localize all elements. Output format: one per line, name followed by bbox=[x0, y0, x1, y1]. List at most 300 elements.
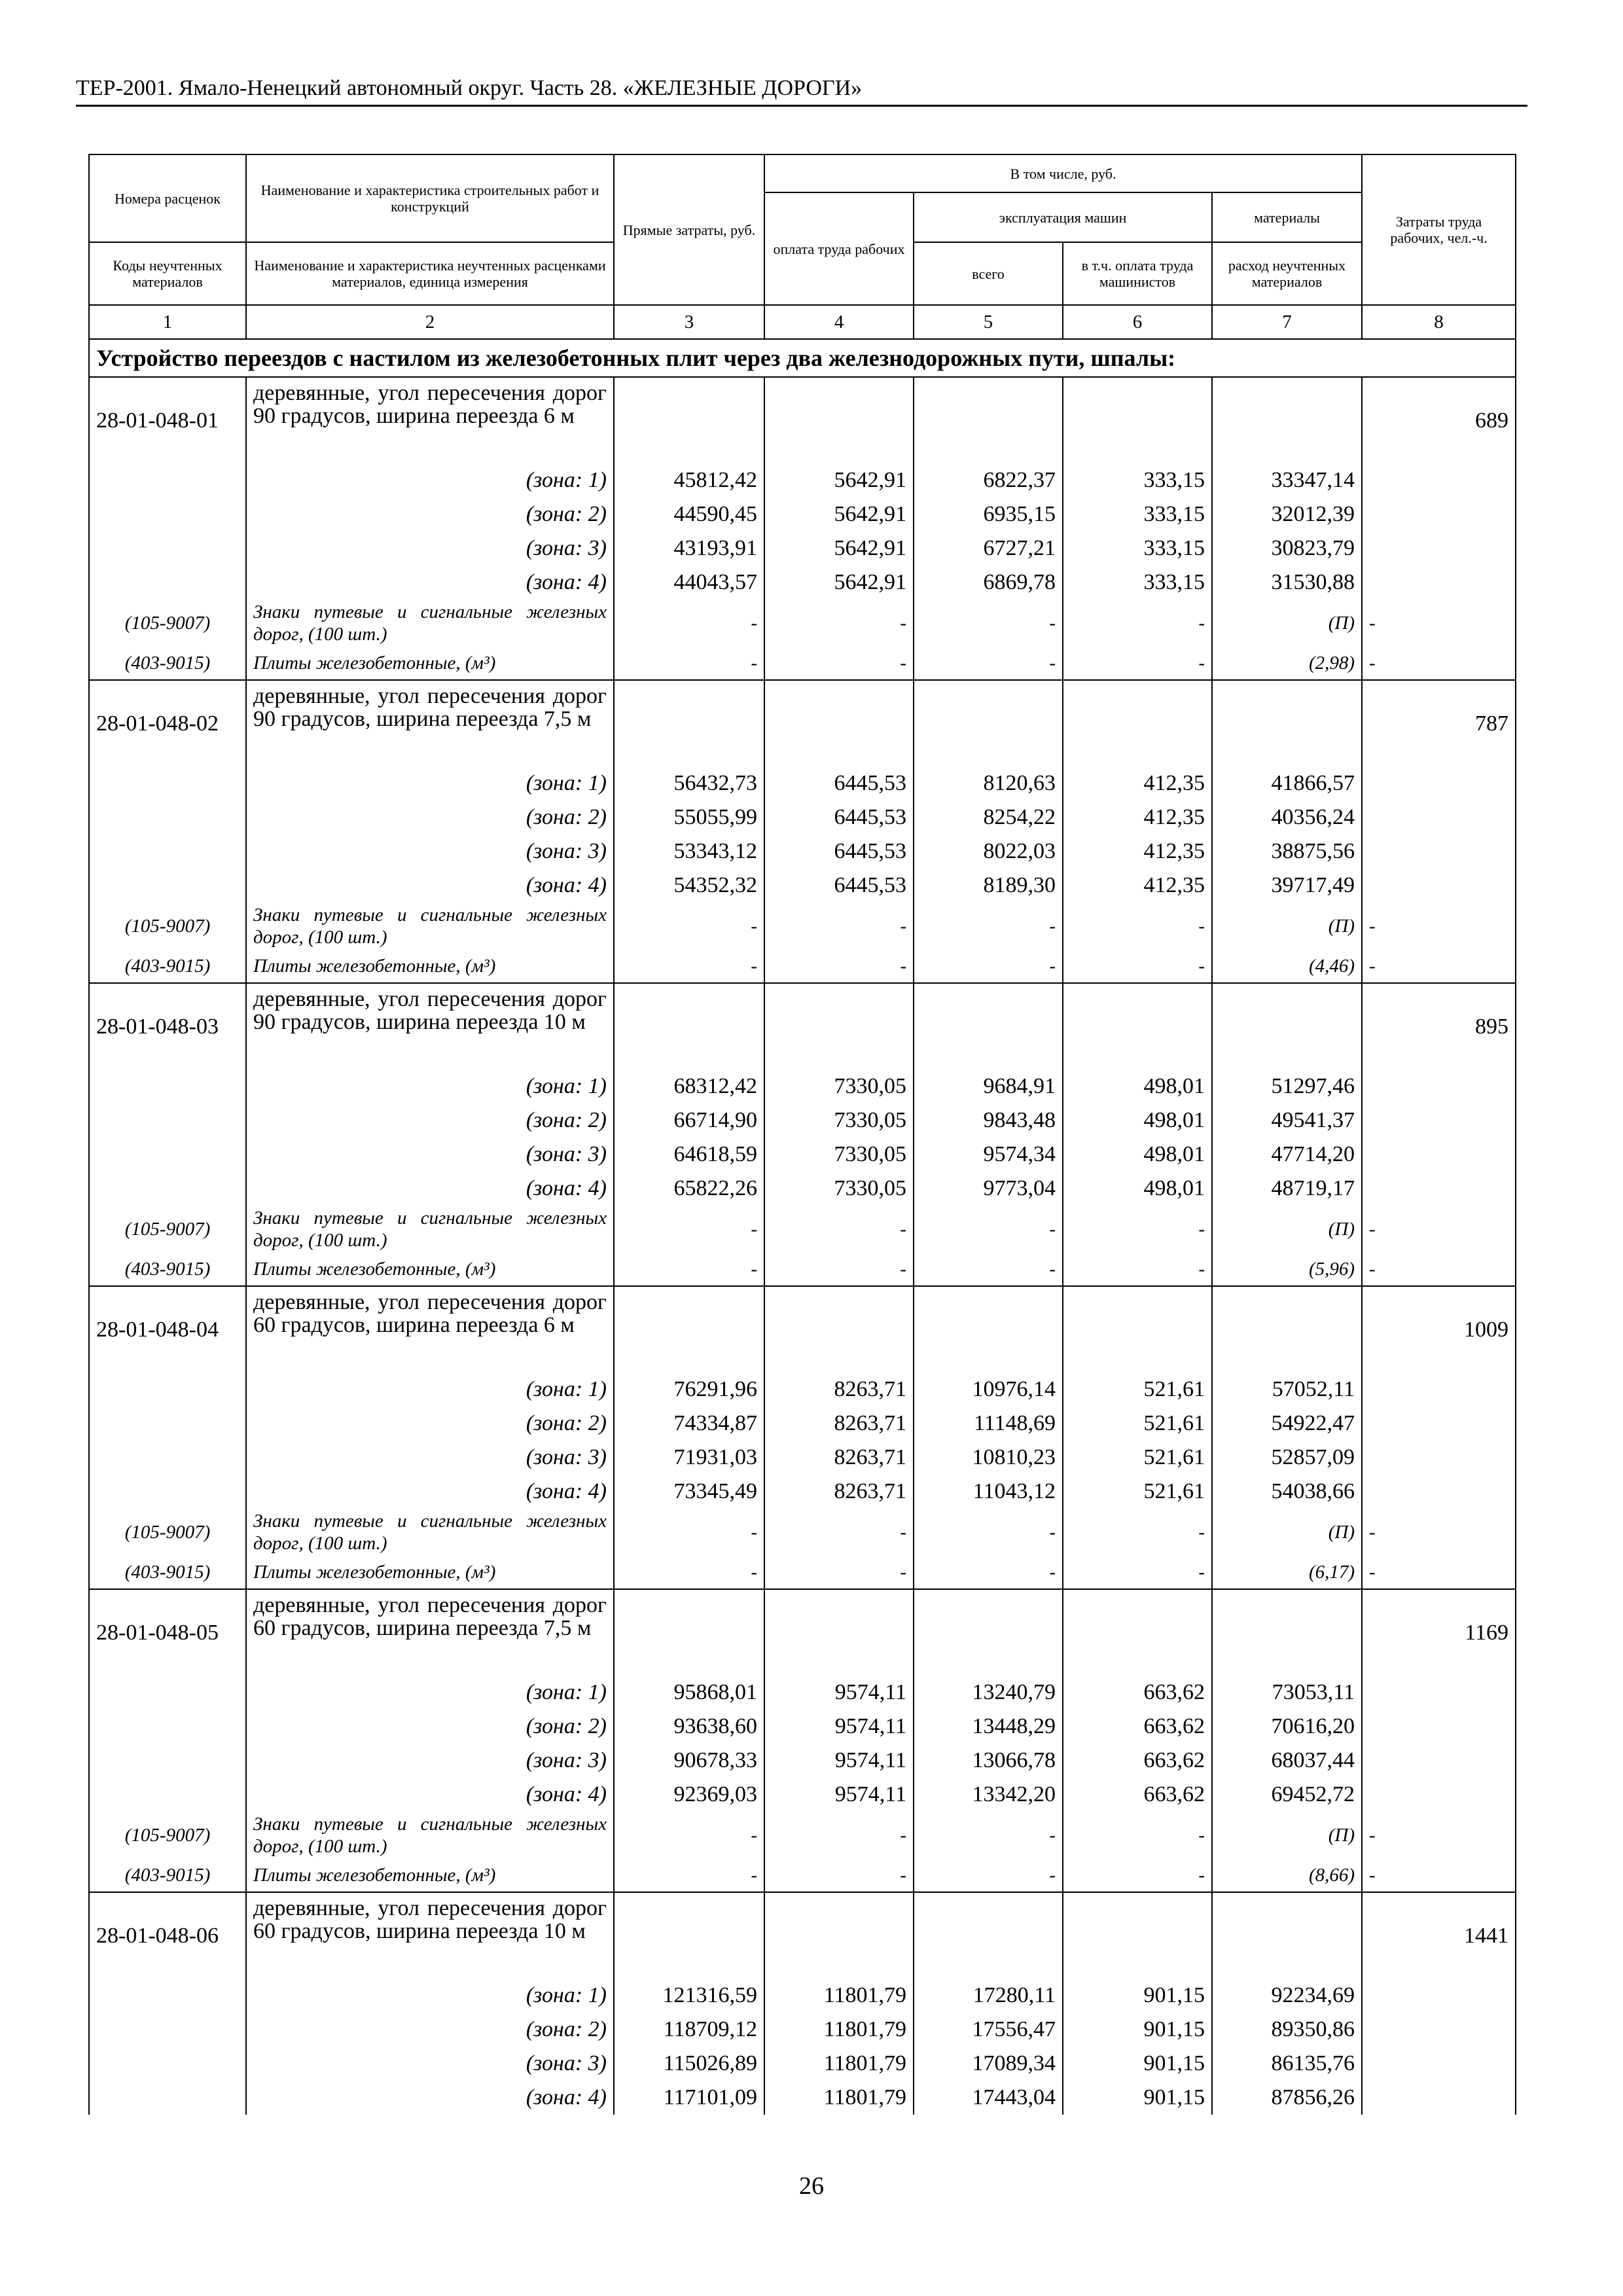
zone-label: (зона: 2) bbox=[246, 1710, 614, 1744]
wages-value: 11801,79 bbox=[764, 2013, 914, 2047]
work-description: деревянные, угол пересечения дорог 90 градусов, ширина переезда 7,5 м bbox=[246, 680, 614, 766]
direct-costs-value: 44590,45 bbox=[614, 497, 764, 531]
materials-value: 69452,72 bbox=[1212, 1778, 1362, 1812]
wages-value: 7330,05 bbox=[764, 1172, 914, 1206]
machinist-wages-value: 412,35 bbox=[1063, 800, 1212, 834]
zone-label: (зона: 4) bbox=[246, 2081, 614, 2115]
material-name: Плиты железобетонные, (м³) bbox=[246, 647, 614, 680]
zone-row bbox=[89, 1778, 1516, 1812]
empty-cell bbox=[1362, 1979, 1516, 2013]
material-name: Знаки путевые и сигнальные железных дорог, (100 шт.) bbox=[246, 903, 614, 950]
dash-cell: - bbox=[1063, 647, 1212, 680]
empty-cell bbox=[1362, 1744, 1516, 1778]
empty-cell bbox=[1063, 1286, 1212, 1372]
empty-cell bbox=[89, 565, 246, 600]
machinist-wages-value: 333,15 bbox=[1063, 565, 1212, 600]
head-machinist-wages: в т.ч. оплата труда машинистов bbox=[1063, 242, 1212, 305]
zone-row bbox=[89, 1710, 1516, 1744]
machinist-wages-value: 901,15 bbox=[1063, 2081, 1212, 2115]
entry-header-row bbox=[89, 377, 1516, 463]
zone-label: (зона: 3) bbox=[246, 1138, 614, 1172]
empty-cell bbox=[89, 800, 246, 834]
dash-cell: - bbox=[1063, 1859, 1212, 1892]
dash-cell: - bbox=[1362, 1509, 1516, 1556]
direct-costs-value: 93638,60 bbox=[614, 1710, 764, 1744]
material-quantity: (П) bbox=[1212, 1812, 1362, 1859]
machines-total-value: 10976,14 bbox=[914, 1372, 1063, 1407]
machines-total-value: 8022,03 bbox=[914, 834, 1063, 869]
empty-cell bbox=[1212, 1589, 1362, 1676]
machines-total-value: 9773,04 bbox=[914, 1172, 1063, 1206]
materials-value: 40356,24 bbox=[1212, 800, 1362, 834]
zone-label: (зона: 1) bbox=[246, 766, 614, 800]
labor-value: 1441 bbox=[1362, 1892, 1516, 1979]
dash-cell: - bbox=[914, 1859, 1063, 1892]
wages-value: 7330,05 bbox=[764, 1069, 914, 1103]
wages-value: 11801,79 bbox=[764, 2081, 914, 2115]
material-name: Плиты железобетонные, (м³) bbox=[246, 950, 614, 983]
machinist-wages-value: 498,01 bbox=[1063, 1069, 1212, 1103]
empty-cell bbox=[1362, 2013, 1516, 2047]
material-code: (105-9007) bbox=[89, 600, 246, 647]
dash-cell: - bbox=[914, 1812, 1063, 1859]
machines-total-value: 6727,21 bbox=[914, 531, 1063, 565]
dash-cell: - bbox=[1063, 1812, 1212, 1859]
head-rate-number: Номера расценок bbox=[89, 154, 246, 242]
zone-label: (зона: 4) bbox=[246, 869, 614, 903]
empty-cell bbox=[1362, 1710, 1516, 1744]
column-numbers-row bbox=[89, 305, 1516, 339]
materials-value: 33347,14 bbox=[1212, 463, 1362, 497]
empty-cell bbox=[1362, 1372, 1516, 1407]
column-number: 4 bbox=[764, 305, 914, 339]
entry-header-row bbox=[89, 1286, 1516, 1372]
materials-value: 48719,17 bbox=[1212, 1172, 1362, 1206]
materials-value: 73053,11 bbox=[1212, 1676, 1362, 1710]
empty-cell bbox=[1063, 680, 1212, 766]
rate-code: 28-01-048-03 bbox=[89, 983, 246, 1069]
materials-value: 86135,76 bbox=[1212, 2047, 1362, 2081]
zone-row bbox=[89, 1172, 1516, 1206]
material-row bbox=[89, 647, 1516, 680]
machinist-wages-value: 663,62 bbox=[1063, 1778, 1212, 1812]
materials-value: 70616,20 bbox=[1212, 1710, 1362, 1744]
zone-row bbox=[89, 1676, 1516, 1710]
machines-total-value: 6822,37 bbox=[914, 463, 1063, 497]
direct-costs-value: 66714,90 bbox=[614, 1103, 764, 1138]
dash-cell: - bbox=[764, 1206, 914, 1253]
empty-cell bbox=[914, 1286, 1063, 1372]
direct-costs-value: 74334,87 bbox=[614, 1407, 764, 1441]
dash-cell: - bbox=[764, 1812, 914, 1859]
empty-cell bbox=[89, 1407, 246, 1441]
zone-row bbox=[89, 766, 1516, 800]
empty-cell bbox=[1063, 1892, 1212, 1979]
dash-cell: - bbox=[1362, 1206, 1516, 1253]
wages-value: 5642,91 bbox=[764, 531, 914, 565]
machinist-wages-value: 521,61 bbox=[1063, 1441, 1212, 1475]
zone-label: (зона: 1) bbox=[246, 463, 614, 497]
material-code: (403-9015) bbox=[89, 647, 246, 680]
empty-cell bbox=[89, 1372, 246, 1407]
material-name: Знаки путевые и сигнальные железных дорог, (100 шт.) bbox=[246, 1509, 614, 1556]
rate-code: 28-01-048-01 bbox=[89, 377, 246, 463]
empty-cell bbox=[89, 1138, 246, 1172]
wages-value: 8263,71 bbox=[764, 1441, 914, 1475]
empty-cell bbox=[914, 983, 1063, 1069]
material-name: Плиты железобетонные, (м³) bbox=[246, 1556, 614, 1589]
material-quantity: (4,46) bbox=[1212, 950, 1362, 983]
material-name: Плиты железобетонные, (м³) bbox=[246, 1253, 614, 1286]
empty-cell bbox=[914, 1589, 1063, 1676]
material-quantity: (2,98) bbox=[1212, 647, 1362, 680]
empty-cell bbox=[1362, 1475, 1516, 1509]
material-code: (403-9015) bbox=[89, 1556, 246, 1589]
zone-label: (зона: 4) bbox=[246, 1172, 614, 1206]
column-number: 7 bbox=[1212, 305, 1362, 339]
empty-cell bbox=[89, 497, 246, 531]
empty-cell bbox=[614, 1589, 764, 1676]
machines-total-value: 17556,47 bbox=[914, 2013, 1063, 2047]
page-header: ТЕР-2001. Ямало-Ненецкий автономный округ. Часть 28. «ЖЕЛЕЗНЫЕ ДОРОГИ» bbox=[76, 73, 1527, 107]
empty-cell bbox=[1362, 800, 1516, 834]
material-row bbox=[89, 1556, 1516, 1589]
dash-cell: - bbox=[1063, 903, 1212, 950]
labor-value: 787 bbox=[1362, 680, 1516, 766]
empty-cell bbox=[1212, 1286, 1362, 1372]
empty-cell bbox=[89, 1744, 246, 1778]
material-code: (105-9007) bbox=[89, 1509, 246, 1556]
wages-value: 7330,05 bbox=[764, 1103, 914, 1138]
zone-row bbox=[89, 800, 1516, 834]
column-number: 3 bbox=[614, 305, 764, 339]
table-body bbox=[89, 305, 1516, 2115]
zone-label: (зона: 1) bbox=[246, 1676, 614, 1710]
empty-cell bbox=[764, 680, 914, 766]
zone-row bbox=[89, 1475, 1516, 1509]
machines-total-value: 17280,11 bbox=[914, 1979, 1063, 2013]
empty-cell bbox=[1362, 869, 1516, 903]
zone-label: (зона: 1) bbox=[246, 1979, 614, 2013]
empty-cell bbox=[89, 463, 246, 497]
head-work-name: Наименование и характеристика строительных работ и конструкций bbox=[246, 154, 614, 242]
material-row bbox=[89, 1812, 1516, 1859]
dash-cell: - bbox=[1362, 1859, 1516, 1892]
labor-value: 689 bbox=[1362, 377, 1516, 463]
materials-value: 89350,86 bbox=[1212, 2013, 1362, 2047]
zone-label: (зона: 4) bbox=[246, 565, 614, 600]
wages-value: 8263,71 bbox=[764, 1407, 914, 1441]
empty-cell bbox=[1063, 1589, 1212, 1676]
entry-header-row bbox=[89, 680, 1516, 766]
dash-cell: - bbox=[914, 647, 1063, 680]
dash-cell: - bbox=[1362, 903, 1516, 950]
direct-costs-value: 45812,42 bbox=[614, 463, 764, 497]
wages-value: 6445,53 bbox=[764, 766, 914, 800]
machinist-wages-value: 663,62 bbox=[1063, 1744, 1212, 1778]
empty-cell bbox=[1362, 1069, 1516, 1103]
machinist-wages-value: 521,61 bbox=[1063, 1407, 1212, 1441]
machinist-wages-value: 663,62 bbox=[1063, 1710, 1212, 1744]
empty-cell bbox=[89, 766, 246, 800]
direct-costs-value: 117101,09 bbox=[614, 2081, 764, 2115]
wages-value: 5642,91 bbox=[764, 497, 914, 531]
rate-code: 28-01-048-04 bbox=[89, 1286, 246, 1372]
empty-cell bbox=[1362, 565, 1516, 600]
zone-label: (зона: 2) bbox=[246, 2013, 614, 2047]
zone-row bbox=[89, 1744, 1516, 1778]
machinist-wages-value: 901,15 bbox=[1063, 1979, 1212, 2013]
zone-label: (зона: 1) bbox=[246, 1372, 614, 1407]
empty-cell bbox=[1362, 1676, 1516, 1710]
direct-costs-value: 68312,42 bbox=[614, 1069, 764, 1103]
zone-row bbox=[89, 1372, 1516, 1407]
material-quantity: (П) bbox=[1212, 600, 1362, 647]
empty-cell bbox=[1362, 1441, 1516, 1475]
empty-cell bbox=[614, 1286, 764, 1372]
empty-cell bbox=[614, 680, 764, 766]
zone-row bbox=[89, 1441, 1516, 1475]
page-number: 26 bbox=[799, 2172, 824, 2200]
head-labor-costs: Затраты труда рабочих, чел.-ч. bbox=[1362, 154, 1516, 305]
machines-total-value: 6935,15 bbox=[914, 497, 1063, 531]
materials-value: 68037,44 bbox=[1212, 1744, 1362, 1778]
zone-label: (зона: 3) bbox=[246, 1744, 614, 1778]
empty-cell bbox=[1362, 1778, 1516, 1812]
empty-cell bbox=[1362, 1103, 1516, 1138]
machinist-wages-value: 412,35 bbox=[1063, 869, 1212, 903]
empty-cell bbox=[89, 1441, 246, 1475]
dash-cell: - bbox=[914, 1556, 1063, 1589]
materials-value: 57052,11 bbox=[1212, 1372, 1362, 1407]
labor-value: 1009 bbox=[1362, 1286, 1516, 1372]
material-name: Знаки путевые и сигнальные железных дорог, (100 шт.) bbox=[246, 1206, 614, 1253]
dash-cell: - bbox=[1362, 647, 1516, 680]
entry-header-row bbox=[89, 1589, 1516, 1676]
empty-cell bbox=[914, 377, 1063, 463]
empty-cell bbox=[89, 1475, 246, 1509]
machinist-wages-value: 333,15 bbox=[1063, 463, 1212, 497]
section-title: Устройство переездов с настилом из железобетонных плит через два железнодорожных пути, шпалы: bbox=[89, 339, 1516, 377]
machines-total-value: 11148,69 bbox=[914, 1407, 1063, 1441]
dash-cell: - bbox=[764, 903, 914, 950]
column-number: 8 bbox=[1362, 305, 1516, 339]
machinist-wages-value: 333,15 bbox=[1063, 531, 1212, 565]
dash-cell: - bbox=[914, 1253, 1063, 1286]
zone-label: (зона: 3) bbox=[246, 834, 614, 869]
zone-row bbox=[89, 2081, 1516, 2115]
materials-value: 54038,66 bbox=[1212, 1475, 1362, 1509]
empty-cell bbox=[89, 1172, 246, 1206]
machinist-wages-value: 412,35 bbox=[1063, 766, 1212, 800]
dash-cell: - bbox=[764, 647, 914, 680]
zone-label: (зона: 4) bbox=[246, 1475, 614, 1509]
materials-value: 38875,56 bbox=[1212, 834, 1362, 869]
wages-value: 5642,91 bbox=[764, 463, 914, 497]
wages-value: 8263,71 bbox=[764, 1372, 914, 1407]
zone-row bbox=[89, 1407, 1516, 1441]
wages-value: 9574,11 bbox=[764, 1744, 914, 1778]
direct-costs-value: 44043,57 bbox=[614, 565, 764, 600]
empty-cell bbox=[1362, 463, 1516, 497]
section-title-row bbox=[89, 339, 1516, 377]
machines-total-value: 11043,12 bbox=[914, 1475, 1063, 1509]
material-quantity: (5,96) bbox=[1212, 1253, 1362, 1286]
dash-cell: - bbox=[614, 903, 764, 950]
direct-costs-value: 76291,96 bbox=[614, 1372, 764, 1407]
dash-cell: - bbox=[764, 600, 914, 647]
column-number: 5 bbox=[914, 305, 1063, 339]
machines-total-value: 13342,20 bbox=[914, 1778, 1063, 1812]
direct-costs-value: 64618,59 bbox=[614, 1138, 764, 1172]
dash-cell: - bbox=[614, 1859, 764, 1892]
head-material-names: Наименование и характеристика неучтенных расценками материалов, единица измерения bbox=[246, 242, 614, 305]
zone-row bbox=[89, 1979, 1516, 2013]
dash-cell: - bbox=[614, 1253, 764, 1286]
machines-total-value: 8120,63 bbox=[914, 766, 1063, 800]
zone-label: (зона: 2) bbox=[246, 1103, 614, 1138]
machines-total-value: 13240,79 bbox=[914, 1676, 1063, 1710]
head-machines-total: всего bbox=[914, 242, 1063, 305]
dash-cell: - bbox=[614, 1509, 764, 1556]
empty-cell bbox=[89, 1979, 246, 2013]
column-number: 6 bbox=[1063, 305, 1212, 339]
materials-value: 47714,20 bbox=[1212, 1138, 1362, 1172]
material-quantity: (П) bbox=[1212, 1206, 1362, 1253]
empty-cell bbox=[1212, 680, 1362, 766]
table-head bbox=[89, 154, 1516, 305]
machines-total-value: 8189,30 bbox=[914, 869, 1063, 903]
wages-value: 6445,53 bbox=[764, 869, 914, 903]
material-quantity: (П) bbox=[1212, 1509, 1362, 1556]
machines-total-value: 9574,34 bbox=[914, 1138, 1063, 1172]
dash-cell: - bbox=[764, 1859, 914, 1892]
wages-value: 8263,71 bbox=[764, 1475, 914, 1509]
direct-costs-value: 53343,12 bbox=[614, 834, 764, 869]
column-number: 1 bbox=[89, 305, 246, 339]
empty-cell bbox=[89, 1778, 246, 1812]
material-code: (403-9015) bbox=[89, 1253, 246, 1286]
empty-cell bbox=[89, 1069, 246, 1103]
dash-cell: - bbox=[1063, 1556, 1212, 1589]
materials-value: 49541,37 bbox=[1212, 1103, 1362, 1138]
empty-cell bbox=[614, 377, 764, 463]
materials-value: 51297,46 bbox=[1212, 1069, 1362, 1103]
direct-costs-value: 73345,49 bbox=[614, 1475, 764, 1509]
empty-cell bbox=[914, 680, 1063, 766]
material-name: Знаки путевые и сигнальные железных дорог, (100 шт.) bbox=[246, 600, 614, 647]
work-description: деревянные, угол пересечения дорог 90 градусов, ширина переезда 10 м bbox=[246, 983, 614, 1069]
empty-cell bbox=[89, 869, 246, 903]
machines-total-value: 13066,78 bbox=[914, 1744, 1063, 1778]
dash-cell: - bbox=[914, 950, 1063, 983]
material-quantity: (6,17) bbox=[1212, 1556, 1362, 1589]
dash-cell: - bbox=[764, 1556, 914, 1589]
dash-cell: - bbox=[764, 1253, 914, 1286]
wages-value: 9574,11 bbox=[764, 1676, 914, 1710]
labor-value: 1169 bbox=[1362, 1589, 1516, 1676]
zone-row bbox=[89, 1069, 1516, 1103]
dash-cell: - bbox=[1362, 1556, 1516, 1589]
machinist-wages-value: 498,01 bbox=[1063, 1138, 1212, 1172]
direct-costs-value: 56432,73 bbox=[614, 766, 764, 800]
empty-cell bbox=[1362, 2081, 1516, 2115]
empty-cell bbox=[1212, 377, 1362, 463]
head-unaccounted-materials: расход неучтенных материалов bbox=[1212, 242, 1362, 305]
entry-header-row bbox=[89, 983, 1516, 1069]
empty-cell bbox=[764, 983, 914, 1069]
empty-cell bbox=[614, 1892, 764, 1979]
machines-total-value: 9684,91 bbox=[914, 1069, 1063, 1103]
dash-cell: - bbox=[1063, 950, 1212, 983]
machines-total-value: 17443,04 bbox=[914, 2081, 1063, 2115]
direct-costs-value: 43193,91 bbox=[614, 531, 764, 565]
empty-cell bbox=[1362, 2047, 1516, 2081]
material-quantity: (8,66) bbox=[1212, 1859, 1362, 1892]
machinist-wages-value: 901,15 bbox=[1063, 2047, 1212, 2081]
empty-cell bbox=[89, 2081, 246, 2115]
material-name: Плиты железобетонные, (м³) bbox=[246, 1859, 614, 1892]
machinist-wages-value: 663,62 bbox=[1063, 1676, 1212, 1710]
dash-cell: - bbox=[614, 1812, 764, 1859]
materials-value: 39717,49 bbox=[1212, 869, 1362, 903]
zone-row bbox=[89, 1138, 1516, 1172]
head-machines: эксплуатация машин bbox=[914, 192, 1212, 242]
dash-cell: - bbox=[614, 647, 764, 680]
material-code: (105-9007) bbox=[89, 903, 246, 950]
empty-cell bbox=[764, 1286, 914, 1372]
head-including: В том числе, руб. bbox=[764, 154, 1362, 192]
wages-value: 9574,11 bbox=[764, 1778, 914, 1812]
dash-cell: - bbox=[1362, 1253, 1516, 1286]
empty-cell bbox=[89, 1676, 246, 1710]
dash-cell: - bbox=[764, 950, 914, 983]
wages-value: 6445,53 bbox=[764, 834, 914, 869]
materials-value: 92234,69 bbox=[1212, 1979, 1362, 2013]
dash-cell: - bbox=[914, 600, 1063, 647]
head-material-codes: Коды неучтенных материалов bbox=[89, 242, 246, 305]
wages-value: 5642,91 bbox=[764, 565, 914, 600]
dash-cell: - bbox=[914, 1206, 1063, 1253]
machinist-wages-value: 498,01 bbox=[1063, 1103, 1212, 1138]
materials-value: 52857,09 bbox=[1212, 1441, 1362, 1475]
machines-total-value: 8254,22 bbox=[914, 800, 1063, 834]
work-description: деревянные, угол пересечения дорог 60 градусов, ширина переезда 10 м bbox=[246, 1892, 614, 1979]
zone-row bbox=[89, 463, 1516, 497]
work-description: деревянные, угол пересечения дорог 60 градусов, ширина переезда 7,5 м bbox=[246, 1589, 614, 1676]
material-name: Знаки путевые и сигнальные железных дорог, (100 шт.) bbox=[246, 1812, 614, 1859]
wages-value: 6445,53 bbox=[764, 800, 914, 834]
materials-value: 31530,88 bbox=[1212, 565, 1362, 600]
direct-costs-value: 118709,12 bbox=[614, 2013, 764, 2047]
dash-cell: - bbox=[614, 600, 764, 647]
material-row bbox=[89, 1859, 1516, 1892]
material-code: (403-9015) bbox=[89, 1859, 246, 1892]
zone-row bbox=[89, 869, 1516, 903]
direct-costs-value: 121316,59 bbox=[614, 1979, 764, 2013]
dash-cell: - bbox=[914, 903, 1063, 950]
rates-table bbox=[88, 154, 1516, 2115]
dash-cell: - bbox=[1362, 950, 1516, 983]
machinist-wages-value: 521,61 bbox=[1063, 1372, 1212, 1407]
empty-cell bbox=[764, 377, 914, 463]
column-number: 2 bbox=[246, 305, 614, 339]
wages-value: 9574,11 bbox=[764, 1710, 914, 1744]
dash-cell: - bbox=[764, 1509, 914, 1556]
materials-value: 87856,26 bbox=[1212, 2081, 1362, 2115]
empty-cell bbox=[1362, 834, 1516, 869]
material-row bbox=[89, 950, 1516, 983]
